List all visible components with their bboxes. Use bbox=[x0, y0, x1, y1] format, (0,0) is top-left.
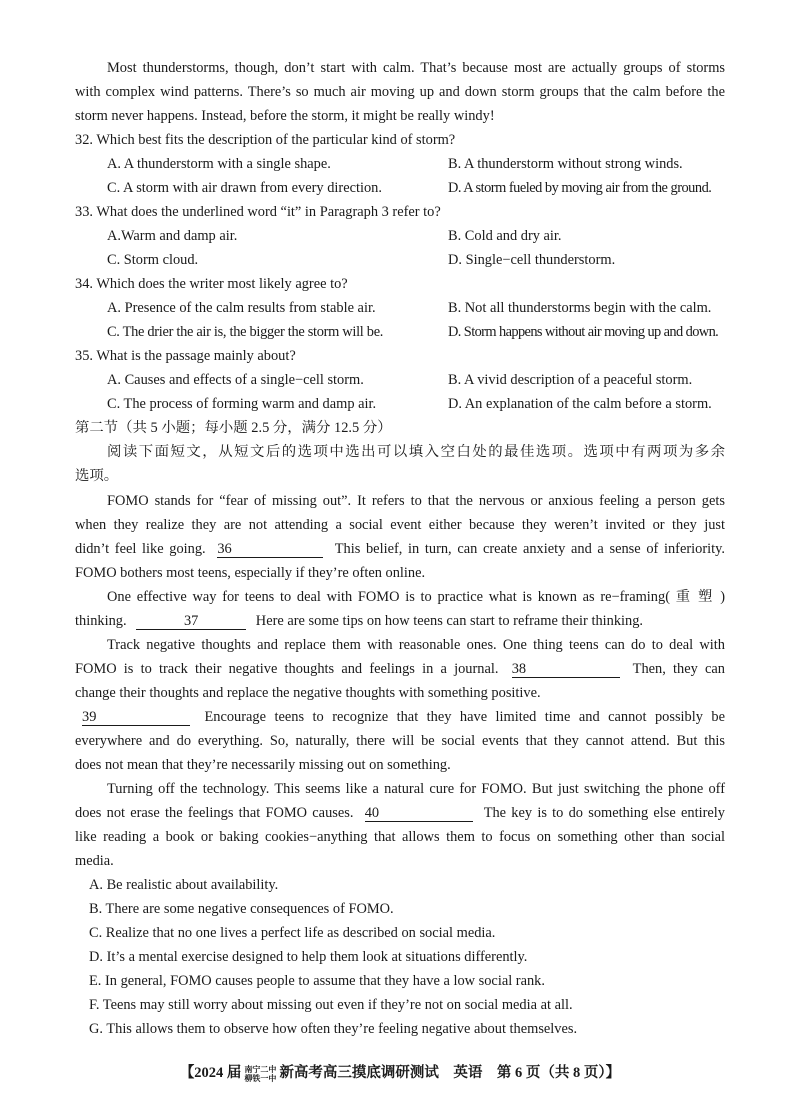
option-b: B. A thunderstorm without strong winds. bbox=[448, 156, 683, 172]
blank-36[interactable]: 36 bbox=[217, 541, 323, 558]
school-top: 南宁二中 bbox=[244, 1064, 277, 1074]
answer-option: E. In general, FOMO causes people to assume that they have a low social rank. bbox=[89, 973, 545, 989]
answer-option: C. Realize that no one lives a perfect life as described on social media. bbox=[89, 925, 496, 941]
passage-text: Encourage teens to recognize that they have limited time and cannot possibly be bbox=[204, 709, 725, 725]
passage-line bbox=[75, 611, 725, 631]
option-b: B. A vivid description of a peaceful storm. bbox=[448, 372, 693, 388]
blank-39[interactable]: 39 bbox=[82, 709, 190, 726]
passage-line bbox=[82, 707, 725, 727]
option-a: A.Warm and damp air. bbox=[107, 228, 238, 244]
answer-option: A. Be realistic about availability. bbox=[89, 877, 279, 893]
blank-40[interactable]: 40 bbox=[365, 805, 473, 822]
option-b: B. Cold and dry air. bbox=[448, 228, 562, 244]
blank-37[interactable]: 37 bbox=[136, 613, 246, 630]
passage-text: thinking. bbox=[75, 613, 127, 629]
passage-line: when they realize they are not attending a social event either because they weren’t invited or they just bbox=[75, 517, 725, 533]
passage-text: does not erase the feelings that FOMO causes. bbox=[75, 805, 354, 821]
passage-line: FOMO stands for “fear of missing out”. It refers to that the nervous or anxious feeling a person gets bbox=[107, 493, 725, 509]
option-c: C. The process of forming warm and damp air. bbox=[107, 396, 377, 412]
question-stem: 33. What does the underlined word “it” in Paragraph 3 refer to? bbox=[75, 204, 441, 220]
option-b: B. Not all thunderstorms begin with the calm. bbox=[448, 300, 712, 316]
passage-line: media. bbox=[75, 853, 114, 869]
passage-line bbox=[75, 539, 725, 559]
passage-line: everywhere and do everything. So, naturally, there will be social events that they cannot attend. But this bbox=[75, 733, 725, 749]
passage-line: Most thunderstorms, though, don’t start with calm. That’s because most are actually groups of storms bbox=[107, 60, 725, 76]
passage-text: The key is to do something else entirely bbox=[483, 805, 725, 821]
option-a: A. A thunderstorm with a single shape. bbox=[107, 156, 331, 172]
page-footer bbox=[0, 1061, 800, 1083]
passage-line bbox=[75, 803, 725, 823]
passage-text: Then, they can bbox=[632, 661, 725, 677]
section-instruction: 阅读下面短文，从短文后的选项中选出可以填入空白处的最佳选项。选项中有两项为多余 bbox=[107, 444, 725, 460]
option-d: D. A storm fueled by moving air from the ground. bbox=[448, 180, 712, 196]
section-heading: 第二节（共 5 小题；每小题 2.5 分，满分 12.5 分） bbox=[75, 420, 392, 436]
option-c: C. The drier the air is, the bigger the storm will be. bbox=[107, 324, 384, 340]
passage-line: does not mean that they’re necessarily missing out on something. bbox=[75, 757, 451, 773]
school-names bbox=[244, 1065, 276, 1083]
question-stem: 32. Which best fits the description of the particular kind of storm? bbox=[75, 132, 456, 148]
question-stem: 35. What is the passage mainly about? bbox=[75, 348, 296, 364]
passage-line: like reading a book or baking cookies−anything that allows them to focus on something other than social bbox=[75, 829, 725, 845]
blank-38[interactable]: 38 bbox=[512, 661, 620, 678]
school-bottom: 柳铁一中 bbox=[244, 1073, 277, 1083]
passage-line: with complex wind patterns. There’s so much air moving up and down storm groups that the calm before the bbox=[75, 84, 725, 100]
passage-text: FOMO is to track their negative thoughts and feelings in a journal. bbox=[75, 661, 499, 677]
option-d: D. Storm happens without air moving up and down. bbox=[448, 324, 719, 340]
passage-text: This belief, in turn, can create anxiety and a sense of inferiority. bbox=[334, 541, 725, 557]
option-d: D. Single−cell thunderstorm. bbox=[448, 252, 616, 268]
passage-text: Here are some tips on how teens can start to reframe their thinking. bbox=[255, 613, 644, 629]
passage-line: Turning off the technology. This seems like a natural cure for FOMO. But just switching the phone off bbox=[107, 781, 725, 797]
passage-text: didn’t feel like going. bbox=[75, 541, 206, 557]
passage-line: One effective way for teens to deal with FOMO is to practice what is known as re−framing( 重 塑 ) bbox=[107, 589, 725, 605]
question-stem: 34. Which does the writer most likely agree to? bbox=[75, 276, 348, 292]
passage-line: FOMO bothers most teens, especially if they’re often online. bbox=[75, 565, 426, 581]
option-c: C. A storm with air drawn from every direction. bbox=[107, 180, 382, 196]
passage-line: Track negative thoughts and replace them with reasonable ones. One thing teens can do to deal with bbox=[107, 637, 725, 653]
option-a: A. Presence of the calm results from stable air. bbox=[107, 300, 376, 316]
footer-right: 新高考高三摸底调研测试 英语 第 6 页（共 8 页）】 bbox=[279, 1065, 621, 1081]
answer-option: D. It’s a mental exercise designed to help them look at situations differently. bbox=[89, 949, 528, 965]
option-d: D. An explanation of the calm before a storm. bbox=[448, 396, 712, 412]
answer-option: B. There are some negative consequences of FOMO. bbox=[89, 901, 394, 917]
answer-option: F. Teens may still worry about missing out even if they’re not on social media at all. bbox=[89, 997, 573, 1013]
passage-line: storm never happens. Instead, before the storm, it might be really windy! bbox=[75, 108, 495, 124]
passage-line bbox=[75, 659, 725, 679]
option-c: C. Storm cloud. bbox=[107, 252, 199, 268]
passage-line: change their thoughts and replace the negative thoughts with something positive. bbox=[75, 685, 541, 701]
section-instruction: 选项。 bbox=[75, 468, 119, 484]
option-a: A. Causes and effects of a single−cell storm. bbox=[107, 372, 364, 388]
answer-option: G. This allows them to observe how often they’re feeling negative about themselves. bbox=[89, 1021, 578, 1037]
footer-left: 【2024 届 bbox=[179, 1065, 242, 1081]
